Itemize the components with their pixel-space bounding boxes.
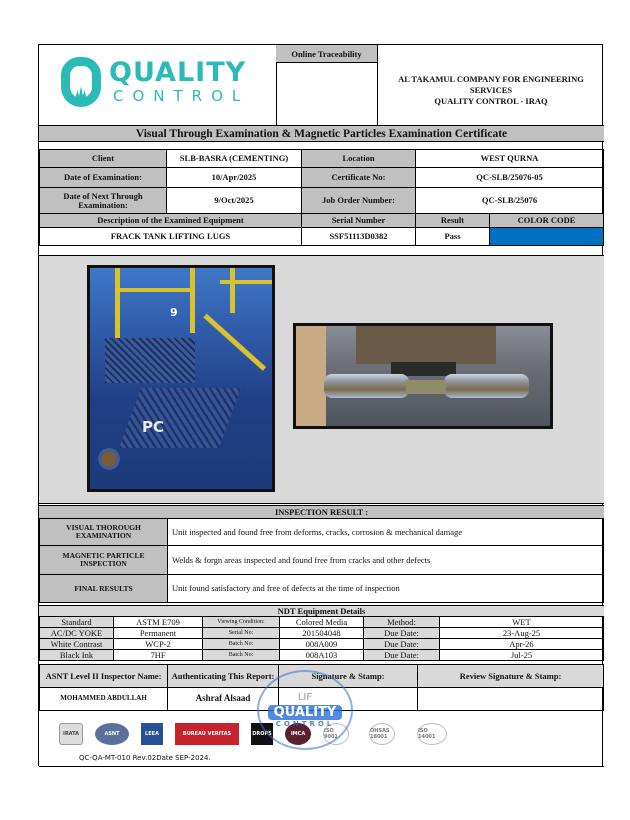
equipment-description-header: Description of the Examined Equipment xyxy=(39,213,302,228)
ndt-r2-c6: Apr-26 xyxy=(439,638,604,650)
online-traceability-box xyxy=(276,63,378,125)
quality-control-logo xyxy=(61,57,249,107)
inspector-label: ASNT Level II Inspector Name: xyxy=(39,664,168,688)
result-value: Pass xyxy=(415,227,490,246)
iso-14001-logo: ISO 14001 xyxy=(417,723,447,745)
form-code: QC-QA-MT-010 Rev.02Date SEP-2024. xyxy=(79,754,211,762)
ndt-r3-c4: 008A103 xyxy=(279,649,364,661)
logo-line1: QUALITY xyxy=(109,57,247,88)
ndt-r1-c6: 23-Aug-25 xyxy=(439,627,604,639)
ndt-heading: NDT Equipment Details xyxy=(39,605,604,617)
final-results-text: Unit found satisfactory and free of defects at the time of inspection xyxy=(167,574,604,603)
iso-9001-logo: ISO 9001 xyxy=(323,723,349,745)
stamp-brand: QUALITY xyxy=(268,705,343,720)
result-header: Result xyxy=(415,213,490,228)
leea-logo: LEEA xyxy=(141,723,163,745)
inspection-result-heading: INSPECTION RESULT : xyxy=(39,505,604,519)
ndt-r2-c4: 008A009 xyxy=(279,638,364,650)
imca-logo: IMCA xyxy=(285,723,311,745)
ndt-r2-c2: WCP-2 xyxy=(113,638,203,650)
review-signature-label: Review Signature & Stamp: xyxy=(417,664,604,688)
job-order-label: Job Order Number: xyxy=(301,187,416,214)
ndt-r3-c5: Due Date: xyxy=(363,649,440,661)
serial-number: SSF51113D0382 xyxy=(301,227,416,246)
ohsas-18001-logo: OHSAS 18001 xyxy=(369,723,395,745)
client-label: Client xyxy=(39,149,167,168)
color-code-swatch xyxy=(489,227,604,246)
ndt-r0-c2: ASTM E709 xyxy=(113,616,203,628)
equipment-description: FRACK TANK LIFTING LUGS xyxy=(39,227,302,246)
inspector-name: MOHAMMED ABDULLAH xyxy=(39,687,168,711)
bottom-border xyxy=(39,766,604,767)
ndt-r3-c2: 7HF xyxy=(113,649,203,661)
irata-logo: IRATA xyxy=(59,723,83,745)
client-value: SLB-BASRA (CEMENTING) xyxy=(166,149,302,168)
company-line3: QUALITY CONTROL - IRAQ xyxy=(434,95,548,106)
ndt-r2-c5: Due Date: xyxy=(363,638,440,650)
date-exam-label: Date of Examination: xyxy=(39,167,167,188)
company-name xyxy=(378,45,604,125)
ndt-r2-c3: Batch No: xyxy=(202,638,280,650)
authenticator-name: Ashraf Alsaad xyxy=(167,687,279,711)
ndt-r1-c1: AC/DC YOKE xyxy=(39,627,114,639)
certificate-label: Certificate No: xyxy=(301,167,416,188)
ndt-r1-c3: Serial No: xyxy=(202,627,280,639)
stamp-top-text: LIF xyxy=(297,692,313,703)
tank-number-marking: 9 xyxy=(170,306,178,319)
location-label: Location xyxy=(301,149,416,168)
online-traceability-label: Online Traceability xyxy=(276,45,378,63)
bureau-veritas-logo: BUREAU VERITAS xyxy=(175,723,239,745)
company-line1: AL TAKAMUL COMPANY FOR ENGINEERING xyxy=(398,73,584,84)
logo-line2: CONTROL xyxy=(113,87,250,105)
company-line2: SERVICES xyxy=(469,84,513,95)
review-signature-box xyxy=(417,687,604,711)
lifting-lugs-photo xyxy=(293,323,553,429)
asnt-logo: ASNT xyxy=(95,723,129,745)
date-exam-value: 10/Apr/2025 xyxy=(166,167,302,188)
drops-logo: DROPS xyxy=(251,723,273,745)
mpi-text: Welds & forgn areas inspected and found free from cracks and other defects xyxy=(167,545,604,575)
ndt-r3-c1: Black Ink xyxy=(39,649,114,661)
visual-exam-label: VISUAL THOROUGH EXAMINATION xyxy=(39,518,168,546)
serial-number-header: Serial Number xyxy=(301,213,416,228)
ndt-r0-c6: WET xyxy=(439,616,604,628)
mpi-label: MAGNETIC PARTICLE INSPECTION xyxy=(39,545,168,575)
tank-side-marking: PC xyxy=(142,418,165,436)
photo-area xyxy=(39,255,604,504)
final-results-label: FINAL RESULTS xyxy=(39,574,168,603)
ndt-r0-c5: Method: xyxy=(363,616,440,628)
ndt-r0-c3: Viewing Condition: xyxy=(202,616,280,628)
ndt-r2-c1: White Contrast xyxy=(39,638,114,650)
logo-box xyxy=(39,45,277,125)
certificate-title: Visual Through Examination & Magnetic Particles Examination Certificate xyxy=(39,125,604,142)
company-stamp xyxy=(257,670,353,750)
ndt-r1-c4: 201504048 xyxy=(279,627,364,639)
signature-label: Signature & Stamp: xyxy=(278,664,418,688)
ndt-r3-c3: Batch No: xyxy=(202,649,280,661)
ndt-r0-c4: Colored Media xyxy=(279,616,364,628)
stamp-sub: CONTROL xyxy=(275,720,335,728)
visual-exam-text: Unit inspected and found free from deforms, cracks, corrosion & mechanical damage xyxy=(167,518,604,546)
frack-tank-stairs-photo xyxy=(87,265,275,492)
logo-q-icon xyxy=(61,57,101,107)
color-code-header: COLOR CODE xyxy=(489,213,604,228)
location-value: WEST QURNA xyxy=(415,149,604,168)
ndt-r1-c5: Due Date: xyxy=(363,627,440,639)
ndt-r0-c1: Standard xyxy=(39,616,114,628)
next-exam-value: 9/Oct/2025 xyxy=(166,187,302,214)
next-exam-label: Date of Next Through Examination: xyxy=(39,187,167,214)
job-order-value: QC-SLB/25076 xyxy=(415,187,604,214)
ndt-r3-c6: Jul-25 xyxy=(439,649,604,661)
authenticating-label: Authenticating This Report: xyxy=(167,664,279,688)
ndt-r1-c2: Permanent xyxy=(113,627,203,639)
certificate-page xyxy=(38,44,603,766)
certificate-value: QC-SLB/25076-05 xyxy=(415,167,604,188)
